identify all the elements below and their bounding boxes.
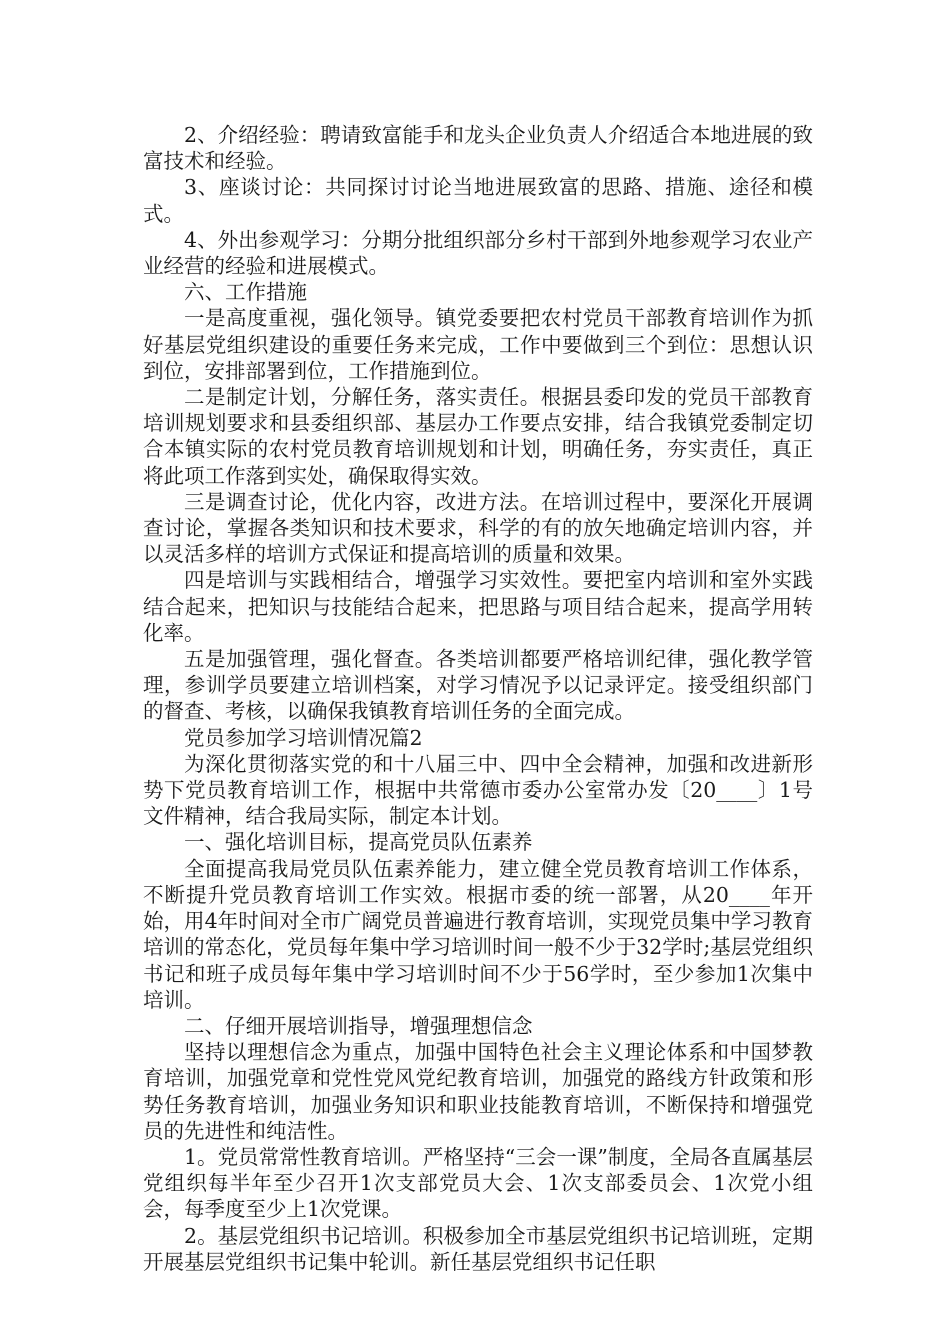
paragraph: 三是调查讨论，优化内容，改进方法。在培训过程中，要深化开展调查讨论，掌握各类知识和技术要求，科学的有的放矢地确定培训内容，并以灵活多样的培训方式保证和提高培训的质量和效果。 [143,489,813,567]
paragraph: 全面提高我局党员队伍素养能力，建立健全党员教育培训工作体系，不断提升党员教育培训工作实效。根据市委的统一部署，从20____年开始，用4年时间对全市广阔党员普遍进行教育培训，实现党员集中学习教育培训的常态化，党员每年集中学习培训时间一般不少于32学时;基层党组织书记和班子成员每年集中学习培训时间不少于56学时，至少参加1次集中培训。 [143,856,813,1012]
paragraph: 1。党员常常性教育培训。严格坚持“三会一课”制度，全局各直属基层党组织每半年至少召开1次支部党员大会、1次支部委员会、1次党小组会，每季度至少上1次党课。 [143,1144,813,1222]
section-heading: 六、工作措施 [184,280,307,305]
section-heading: 二、仔细开展培训指导，增强理想信念 [184,1013,533,1038]
paragraph: 坚持以理想信念为重点，加强中国特色社会主义理论体系和中国梦教育培训，加强党章和党性党风党纪教育培训，加强党的路线方针政策和形势任务教育培训，加强业务知识和职业技能教育培训，不断保持和增强党员的先进性和纯洁性。 [143,1040,813,1143]
article-title: 党员参加学习培训情况篇2 [184,725,423,750]
paragraph: 为深化贯彻落实党的和十八届三中、四中全会精神，加强和改进新形势下党员教育培训工作，根据中共常德市委办公室常办发〔20____〕1号文件精神，结合我局实际，制定本计划。 [143,751,813,829]
paragraph: 二是制定计划，分解任务，落实责任。根据县委印发的党员干部教育培训规划要求和县委组织部、基层办工作要点安排，结合我镇党委制定切合本镇实际的农村党员教育培训规划和计划，明确任务，夯实责任，真正将此项工作落到实处，确保取得实效。 [143,385,813,488]
paragraph: 一是高度重视，强化领导。镇党委要把农村党员干部教育培训作为抓好基层党组织建设的重要任务来完成，工作中要做到三个到位：思想认识到位，安排部署到位，工作措施到位。 [143,306,813,383]
paragraph: 五是加强管理，强化督查。各类培训都要严格培训纪律，强化教学管理，参训学员要建立培训档案，对学习情况予以记录评定。接受组织部门的督查、考核，以确保我镇教育培训任务的全面完成。 [143,647,813,724]
paragraph: 四是培训与实践相结合，增强学习实效性。要把室内培训和室外实践结合起来，把知识与技能结合起来，把思路与项目结合起来，提高学用转化率。 [143,568,813,645]
paragraph: 2。基层党组织书记培训。积极参加全市基层党组织书记培训班，定期开展基层党组织书记集中轮训。新任基层党组织书记任职 [143,1223,813,1274]
paragraph: 3、座谈讨论：共同探讨讨论当地进展致富的思路、措施、途径和模式。 [143,175,813,226]
document-body [143,122,813,1275]
section-heading: 一、强化培训目标，提高党员队伍素养 [184,830,533,855]
paragraph: 4、外出参观学习：分期分批组织部分乡村干部到外地参观学习农业产业经营的经验和进展模式。 [143,227,813,279]
paragraph: 2、介绍经验：聘请致富能手和龙头企业负责人介绍适合本地进展的致富技术和经验。 [143,123,813,174]
